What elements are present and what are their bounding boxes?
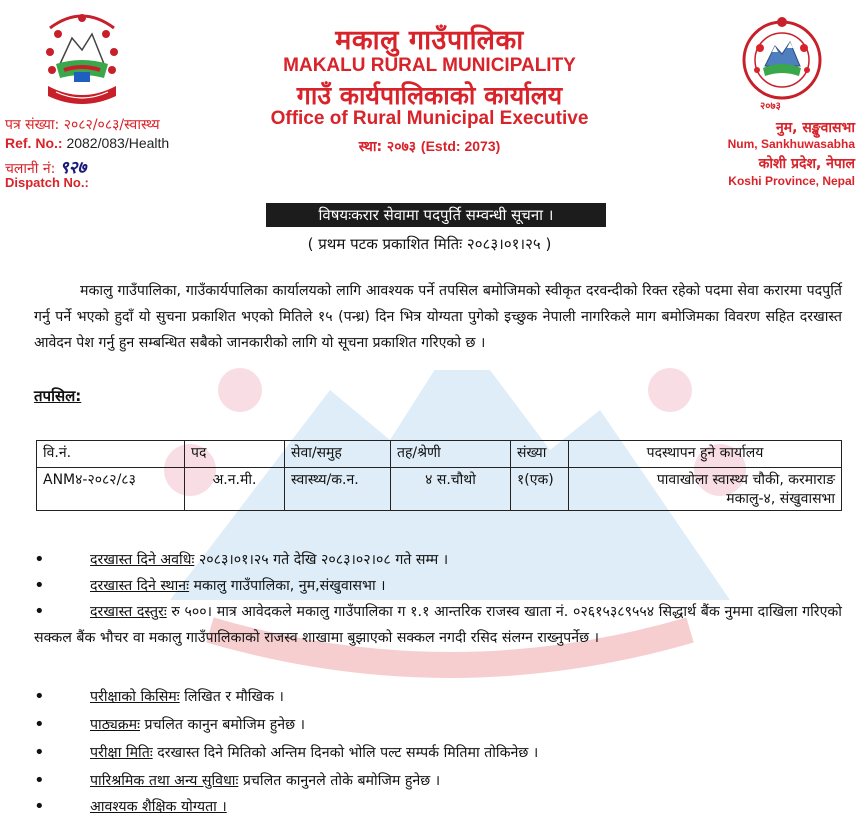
- table-header-row: [37, 441, 842, 468]
- header-cell: पदस्थापन हुने कार्यालय: [569, 441, 842, 468]
- list-item: [34, 794, 842, 820]
- bullet-label: पारिश्रमिक तथा अन्य सुविधाः: [90, 773, 239, 789]
- bullet-icon: •: [34, 742, 45, 763]
- schedule-heading: तपसिल:: [34, 387, 82, 405]
- established-np: स्था: २०७३: [358, 139, 417, 155]
- list-item: [34, 573, 842, 599]
- list-item: [34, 768, 842, 794]
- bullet-label: दरखास्त दिने अवधिः: [90, 552, 195, 568]
- cell-level: ४ स.चौथो: [391, 468, 511, 511]
- bullet-label: परीक्षा मितिः: [90, 745, 153, 761]
- address-np: नुम, सङ्खुवासभा: [775, 120, 855, 136]
- established-en: (Estd: 2073): [420, 138, 501, 154]
- header-cell: वि.नं.: [37, 441, 185, 468]
- bullet-label: आवश्यक शैक्षिक योग्यता ।: [90, 799, 227, 815]
- bullet-icon: •: [34, 686, 45, 707]
- bullet-icon: •: [34, 796, 45, 817]
- bullet-icon: •: [34, 549, 45, 570]
- province-np: कोशी प्रदेश, नेपाल: [758, 156, 855, 172]
- bullet-text: २०८३।०१।२५ गते देखि २०८३।०२।०८ गते सम्म ।: [194, 552, 449, 568]
- letter-number: [5, 115, 160, 134]
- bullet-text: दरखास्त दिने मितिको अन्तिम दिनको भोलि पल्ट सम्पर्क मितिमा तोकिनेछ ।: [152, 745, 539, 761]
- header-cell: संख्या: [511, 441, 569, 468]
- ref-number-value: 2082/083/Health: [66, 135, 170, 151]
- bullet-text: लिखित र मौखिक ।: [179, 689, 284, 705]
- letter-number-value: २०८२/०८३/स्वास्थ्य: [63, 117, 160, 133]
- ref-number-label: Ref. No.:: [5, 135, 63, 151]
- bullet-icon: •: [34, 601, 45, 622]
- bullet-text: रु ५००। मात्र आवेदकले मकालु गाउँपालिका ग १.१ आन्तरिक राजस्व खाता नं. ०२६१५३८९५५४ सिद्धार्थ बैंक नुममा दाखिला गरिएको सक्कल बैंक भौचर वा मकालु गाउँपालिकाको राजस्व शाखामा बुझाएको सक्कल नगदी रसिद संलग्न राख्नुपर्नेछ ।: [34, 604, 842, 646]
- bullet-text: प्रचलित कानुन बमोजिम हुनेछ ।: [140, 717, 306, 733]
- header-cell: पद: [185, 441, 285, 468]
- seal-year: २०७३: [760, 101, 781, 112]
- address-en: Num, Sankhuwasabha: [727, 137, 855, 151]
- bullet-label: दरखास्त दस्तुरः: [90, 604, 167, 620]
- municipality-name-np: मकालु गाउँपालिका: [335, 25, 524, 56]
- cell-count: १(एक): [511, 468, 569, 511]
- header-cell: सेवा/समुह: [285, 441, 391, 468]
- list-item: [34, 740, 842, 766]
- cell-office-line2: मकालु-४, संखुवासभा: [726, 491, 835, 507]
- bullet-icon: •: [34, 770, 45, 791]
- cell-post: अ.न.मी.: [185, 468, 285, 511]
- cell-ref: ANM४-२०८२/८३: [37, 468, 185, 511]
- list-item: [34, 547, 842, 573]
- bullet-icon: •: [34, 714, 45, 735]
- office-name-en: Office of Rural Municipal Executive: [270, 108, 589, 129]
- cell-office: [569, 468, 842, 511]
- publication-date: ( प्रथम पटक प्रकाशित मितिः २०८३।०१।२५ ): [307, 235, 552, 253]
- notice-body: मकालु गाउँपालिका, गाउँकार्यपालिका कार्यालयको लागि आवश्यक पर्ने तपसिल बमोजिमको स्वीकृत दरवन्दीको रिक्त रहेको पदमा सेवा करारमा पदपुर्ति गर्नु पर्ने भएको हुदाँ यो सुचना प्रकाशित भएको मितिले १५ (पन्ध्र) दिन भित्र योग्यता पुगेको इच्छुक नेपाली नागरिकले माग बमोजिमका विवरण सहित दरखास्त आवेदन पेश गर्नु हुन सम्बन्धित सबैको जानकारीको लागि यो सूचना प्रकाशित गरिएको छ ।: [34, 283, 842, 351]
- bullet-text: प्रचलित कानुनले तोके बमोजिम हुनेछ ।: [238, 773, 441, 789]
- dispatch-label-np: चलानी नं:: [5, 161, 56, 177]
- table-row: [37, 468, 842, 511]
- vacancy-table: [36, 440, 842, 511]
- dispatch-handwritten-value: ९२७: [59, 158, 87, 178]
- cell-service: स्वास्थ्य/क.न.: [285, 468, 391, 511]
- bullet-label: दरखास्त दिने स्थानः: [90, 578, 190, 594]
- list-item: [34, 712, 842, 738]
- header-cell: तह/श्रेणी: [391, 441, 511, 468]
- ref-number: [5, 135, 169, 151]
- office-name-np: गाउँ कार्यपालिकाको कार्यालय: [296, 81, 563, 110]
- cell-office-line1: पावाखोला स्वास्थ्य चौकी, करमाराङ: [656, 472, 835, 488]
- province-en: Koshi Province, Nepal: [728, 174, 855, 188]
- bullet-label: परीक्षाको किसिमः: [90, 689, 180, 705]
- bullet-label: पाठ्यक्रमः: [90, 717, 140, 733]
- bullet-icon: •: [34, 575, 45, 596]
- list-item: [34, 599, 842, 679]
- list-item: [34, 684, 842, 710]
- subject-banner: विषयःकरार सेवामा पदपुर्ति सम्वन्धी सूचना ।: [266, 203, 606, 227]
- dispatch-label-en: Dispatch No.:: [5, 175, 89, 190]
- municipality-name-en: MAKALU RURAL MUNICIPALITY: [283, 55, 576, 76]
- letter-number-label: पत्र संख्या:: [5, 117, 60, 133]
- bullet-text: मकालु गाउँपालिका, नुम,संखुवासभा ।: [189, 578, 386, 594]
